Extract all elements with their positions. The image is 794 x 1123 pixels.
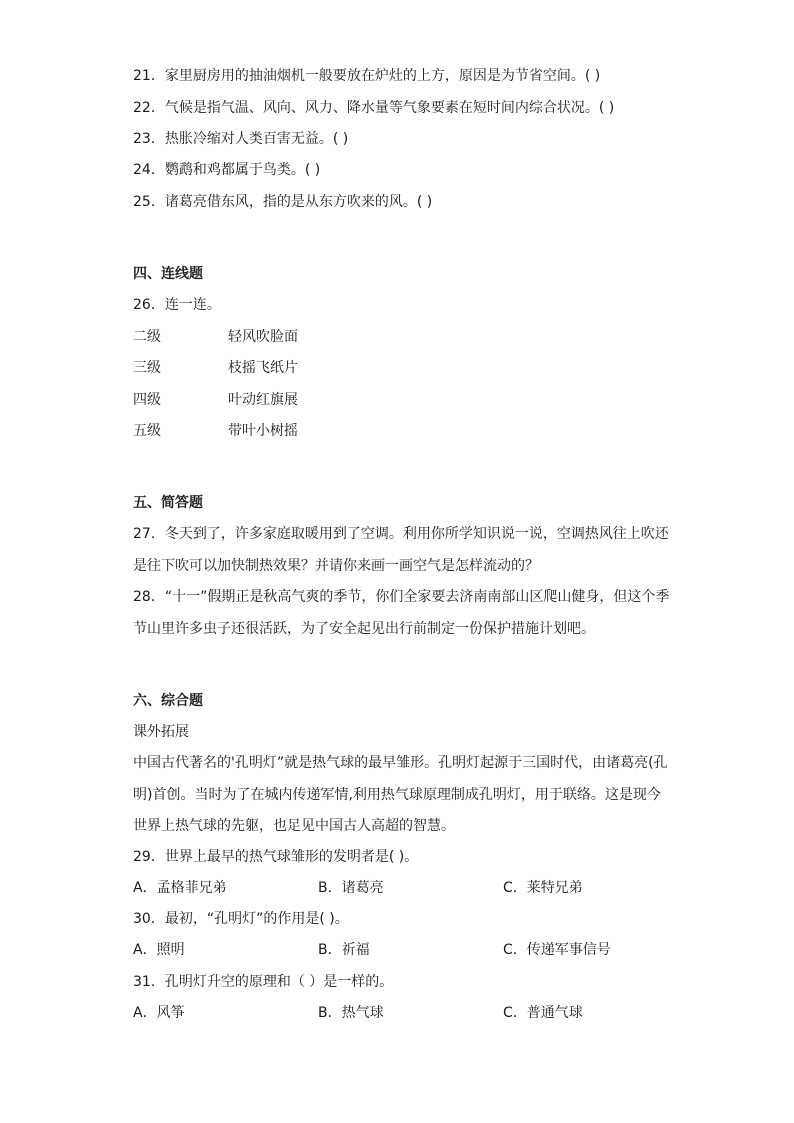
wind-description: 枝摇飞纸片 — [228, 360, 298, 376]
wind-level: 四级 — [133, 392, 161, 408]
question-21: 21．家里厨房用的抽油烟机一般要放在炉灶的上方，原因是为节省空间。( ) — [133, 68, 601, 84]
section-heading-matching: 四、连线题 — [133, 266, 203, 282]
question-25: 25．诸葛亮借东风，指的是从东方吹来的风。( ) — [133, 194, 433, 210]
matching-row — [133, 358, 298, 378]
section-heading-comprehensive: 六、综合题 — [133, 693, 203, 709]
option-a: A．风筝 — [133, 1005, 185, 1021]
matching-row — [133, 390, 298, 410]
question-24: 24．鹦鹉和鸡都属于鸟类。( ) — [133, 162, 321, 178]
option-c: C．传递军事信号 — [503, 942, 611, 958]
matching-row — [133, 421, 298, 441]
option-b: B．热气球 — [318, 1005, 384, 1021]
passage-line: 世界上热气球的先躯，也足见中国古人高超的智慧。 — [133, 818, 455, 834]
wind-description: 轻风吹脸面 — [228, 329, 298, 345]
subheading: 课外拓展 — [133, 724, 189, 740]
question-28-line1: 28．“十一”假期正是秋高气爽的季节，你们全家要去济南南部山区爬山健身，但这个季 — [133, 589, 670, 605]
question-27-line1: 27．冬天到了，许多家庭取暖用到了空调。利用你所学知识说一说，空调热风往上吹还 — [133, 526, 669, 542]
option-c: C．普通气球 — [503, 1005, 583, 1021]
option-a: A．照明 — [133, 942, 185, 958]
wind-level: 三级 — [133, 360, 161, 376]
option-a: A．孟格菲兄弟 — [133, 880, 227, 896]
option-b: B．祈福 — [318, 942, 370, 958]
wind-description: 带叶小树摇 — [228, 423, 298, 439]
wind-level: 二级 — [133, 329, 161, 345]
option-b: B．诸葛亮 — [318, 880, 384, 896]
question-23: 23．热胀冷缩对人类百害无益。( ) — [133, 131, 349, 147]
question-29: 29．世界上最早的热气球雏形的发明者是( )。 — [133, 849, 419, 865]
question-30: 30．最初，“孔明灯”的作用是( )。 — [133, 911, 349, 927]
wind-description: 叶动红旗展 — [228, 392, 298, 408]
option-c: C．莱特兄弟 — [503, 880, 583, 896]
question-22: 22．气候是指气温、风向、风力、降水量等气象要素在短时间内综合状况。( ) — [133, 100, 615, 116]
question-31: 31．孔明灯升空的原理和（ ）是一样的。 — [133, 974, 394, 990]
passage-line: 中国古代著名的'孔明灯”就是热气球的最早雏形。孔明灯起源于三国时代，由诸葛亮(孔 — [133, 755, 668, 771]
question-26: 26．连一连。 — [133, 297, 221, 313]
section-heading-short-answer: 五、简答题 — [133, 495, 203, 511]
question-27-line2: 是往下吹可以加快制热效果？并请你来画一画空气是怎样流动的？ — [133, 558, 539, 574]
matching-row — [133, 327, 298, 347]
passage-line: 明)首创。当时为了在城内传递军情,利用热气球原理制成孔明灯，用于联络。这是现今 — [133, 787, 661, 803]
wind-level: 五级 — [133, 423, 161, 439]
question-28-line2: 节山里许多虫子还很活跃，为了安全起见出行前制定一份保护措施计划吧。 — [133, 621, 595, 637]
